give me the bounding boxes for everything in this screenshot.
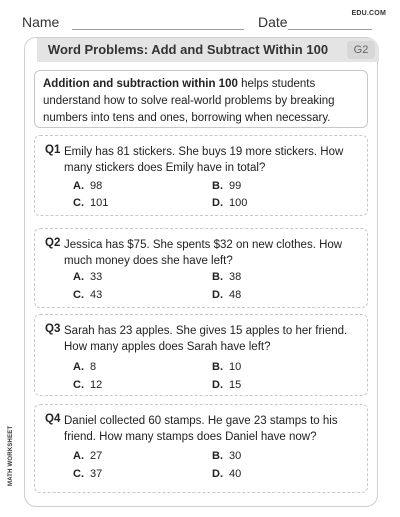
option-c[interactable]: [73, 468, 102, 480]
option-value: 30: [229, 450, 242, 462]
option-c[interactable]: [73, 289, 102, 301]
option-letter: C.: [73, 197, 84, 209]
option-letter: C.: [73, 379, 84, 391]
worksheet-title: Word Problems: Add and Subtract Within 100: [47, 42, 329, 57]
option-value: 101: [90, 197, 109, 209]
question-number: Q3: [45, 323, 61, 335]
title-bar: [37, 38, 379, 62]
question-number: Q2: [45, 237, 61, 249]
option-letter: D.: [212, 379, 223, 391]
question-4: [34, 404, 368, 493]
option-letter: C.: [73, 468, 84, 480]
option-letter: B.: [212, 180, 223, 192]
option-letter: B.: [212, 271, 223, 283]
question-text: Emily has 81 stickers. She buys 19 more stickers. How many stickers does Emily have in total?: [64, 146, 344, 174]
option-letter: D.: [212, 289, 223, 301]
option-value: 99: [229, 180, 242, 192]
option-b[interactable]: [212, 450, 241, 462]
option-b[interactable]: [212, 271, 241, 283]
name-label: Name: [22, 14, 60, 30]
option-letter: A.: [73, 361, 84, 373]
side-label: MATH WORKSHEET: [8, 425, 14, 486]
intro-box: [34, 70, 368, 128]
option-value: 100: [229, 197, 248, 209]
question-3: [34, 314, 368, 396]
name-line[interactable]: [72, 29, 244, 30]
option-b[interactable]: [212, 361, 241, 373]
date-line[interactable]: [288, 29, 372, 30]
option-b[interactable]: [212, 180, 241, 192]
question-text: Sarah has 23 apples. She gives 15 apples to her friend. How many apples does Sarah have left?: [64, 325, 348, 353]
intro-bold: Addition and subtraction within 100: [43, 78, 238, 90]
question-1: [34, 135, 368, 216]
edu-logo: EDU.COM: [351, 10, 386, 17]
option-letter: D.: [212, 468, 223, 480]
option-value: 27: [90, 450, 103, 462]
option-value: 48: [229, 289, 242, 301]
option-letter: B.: [212, 450, 223, 462]
option-value: 33: [90, 271, 103, 283]
option-value: 10: [229, 361, 242, 373]
question-2: [34, 228, 368, 308]
option-letter: A.: [73, 450, 84, 462]
option-d[interactable]: [212, 197, 247, 209]
option-value: 98: [90, 180, 103, 192]
option-a[interactable]: [73, 450, 102, 462]
header: [0, 10, 400, 36]
option-d[interactable]: [212, 289, 241, 301]
question-text: Daniel collected 60 stamps. He gave 23 stamps to his friend. How many stamps does Daniel have now?: [64, 415, 338, 443]
option-value: 37: [90, 468, 103, 480]
option-d[interactable]: [212, 379, 241, 391]
option-c[interactable]: [73, 379, 102, 391]
option-letter: B.: [212, 361, 223, 373]
intro-text: helps students understand how to solve real-world problems by breaking numbers into tens and ones, borrowing when necessary.: [43, 78, 335, 124]
option-letter: A.: [73, 180, 84, 192]
question-text: Jessica has $75. She spents $32 on new clothes. How much money does she have left?: [64, 239, 343, 267]
option-d[interactable]: [212, 468, 241, 480]
option-letter: C.: [73, 289, 84, 301]
option-a[interactable]: [73, 271, 102, 283]
option-value: 15: [229, 379, 242, 391]
date-label: Date: [258, 14, 288, 30]
option-letter: D.: [212, 197, 223, 209]
option-value: 12: [90, 379, 103, 391]
option-value: 40: [229, 468, 242, 480]
question-number: Q4: [45, 413, 61, 425]
worksheet-card: [24, 37, 378, 507]
option-value: 43: [90, 289, 103, 301]
option-letter: A.: [73, 271, 84, 283]
grade-badge: G2: [347, 41, 375, 59]
question-number: Q1: [45, 144, 61, 156]
option-a[interactable]: [73, 180, 102, 192]
option-a[interactable]: [73, 361, 96, 373]
option-value: 38: [229, 271, 242, 283]
option-value: 8: [90, 361, 97, 373]
option-c[interactable]: [73, 197, 108, 209]
